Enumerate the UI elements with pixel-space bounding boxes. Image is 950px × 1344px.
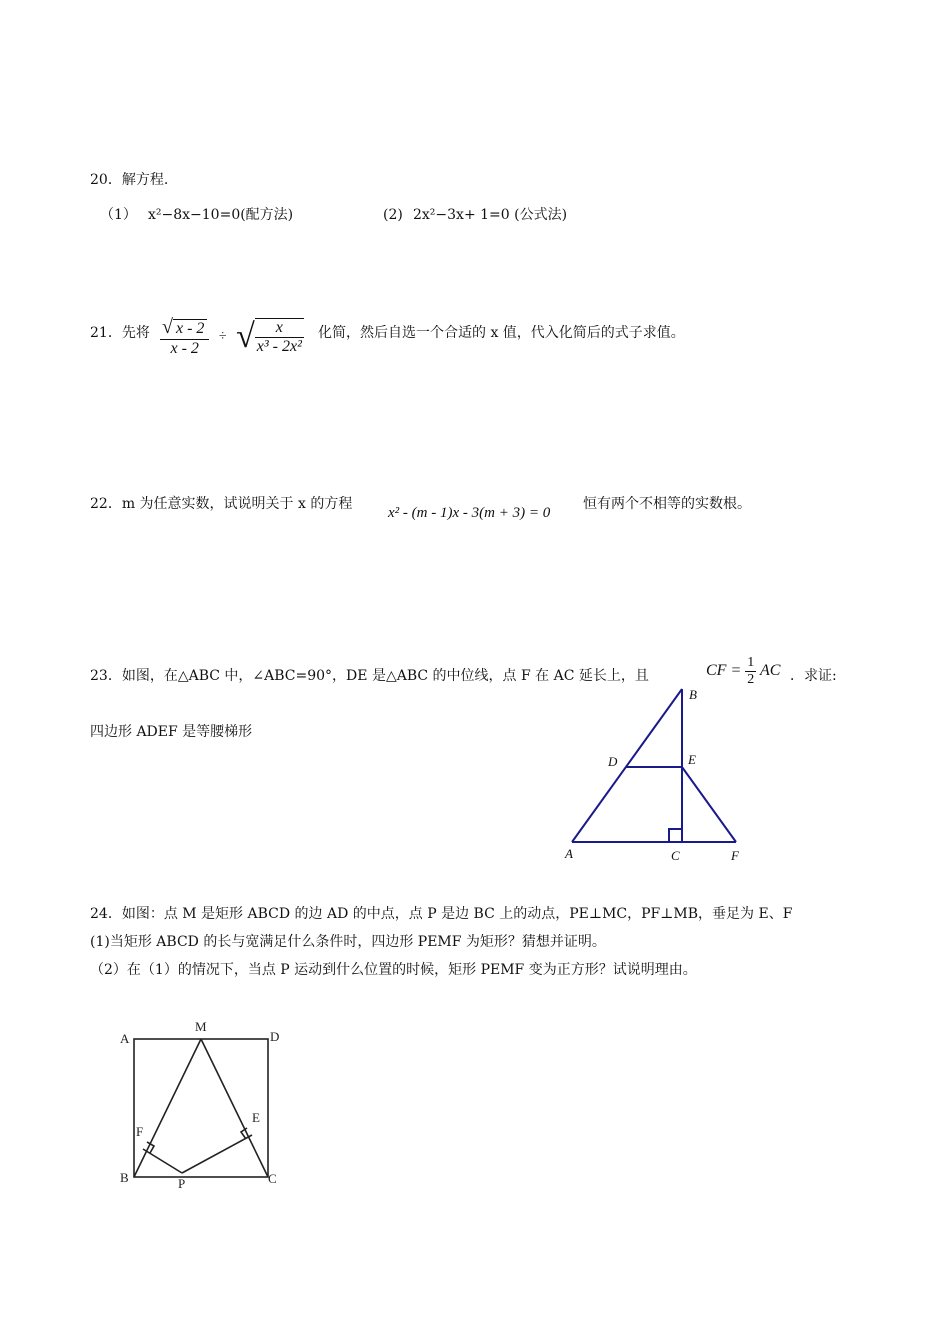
q23-label-a: A — [565, 846, 573, 861]
q21-radical-sign: √ — [236, 318, 255, 355]
q23-suffix: ．求证: — [790, 668, 837, 684]
q23-prefix: 23．如图，在△ABC 中，∠ABC=90°，DE 是△ABC 的中位线，点 F 在 AC 延长上，且 — [90, 668, 649, 684]
q21-suffix: 化简，然后自选一个合适的 x 值，代入化简后的式子求值。 — [318, 325, 685, 341]
q21-frac2-numerator: x — [255, 319, 304, 338]
q24-line1: 24．如图：点 M 是矩形 ABCD 的边 AD 的中点，点 P 是边 BC 上的动点，PE⊥MC，PF⊥MB，垂足为 E、F — [90, 906, 793, 922]
q21-frac2-denominator: x³ - 2x² — [256, 338, 302, 355]
q23-half-num: 1 — [747, 655, 755, 670]
q23-right-angle-mark — [669, 829, 682, 842]
q22-equation: x² - (m - 1)x - 3(m + 3) = 0 — [388, 505, 551, 521]
q24-label-a: A — [120, 1031, 130, 1046]
q23-cf-equals: CF = — [706, 662, 746, 680]
q24-rectangle-figure — [110, 1015, 310, 1195]
q21-expression — [160, 316, 304, 358]
q21-frac1-denominator: x - 2 — [170, 340, 199, 357]
q23-segment-ef — [682, 767, 736, 842]
q24-line2: (1)当矩形 ABCD 的长与宽满足什么条件时，四边形 PEMF 为矩形？猜想并证明。 — [90, 934, 606, 950]
q22-prefix: 22．m 为任意实数，试说明关于 x 的方程 — [90, 496, 353, 512]
q20-part2-equation: 2x²−3x+ 1=0 (公式法) — [413, 207, 568, 223]
q24-label-d: D — [270, 1029, 280, 1044]
q23-label-f: F — [731, 848, 739, 863]
q21-divide-sign: ÷ — [218, 329, 227, 345]
q23-label-e: E — [688, 752, 696, 767]
q23-triangle-figure — [560, 680, 760, 870]
q24-label-p: P — [178, 1176, 186, 1191]
q24-label-b: B — [120, 1170, 129, 1185]
q20-title: 20．解方程. — [90, 172, 169, 188]
q24-segment-pf — [143, 1149, 182, 1173]
q20-part2-label: (2) — [383, 207, 403, 223]
q24-line3: （2）在（1）的情况下，当点 P 运动到什么位置的时候，矩形 PEMF 变为正方形？试说明理由。 — [90, 962, 697, 978]
q24-label-f: F — [136, 1124, 144, 1139]
q21-prefix: 21．先将 — [90, 325, 150, 341]
q23-segment-ab — [572, 689, 682, 842]
q24-label-c: C — [268, 1171, 277, 1186]
q24-label-m: M — [195, 1019, 207, 1034]
q23-label-d: D — [608, 754, 618, 769]
q23-line2: 四边形 ADEF 是等腰梯形 — [90, 724, 253, 740]
q23-label-c: C — [671, 848, 680, 863]
q24-segment-mc — [201, 1039, 268, 1177]
q21-fraction-1: $\frac{√ x - 2}{x - 2}$ — [160, 316, 209, 358]
q24-label-e: E — [252, 1110, 260, 1125]
q21-frac1-numerator: x - 2 — [173, 319, 207, 338]
q24-segment-mb — [134, 1039, 201, 1177]
q20-part1-label: （1） — [100, 207, 137, 223]
q23-ac: AC — [759, 662, 781, 680]
q24-segment-pe — [182, 1135, 252, 1173]
q21-fraction-2 — [255, 318, 304, 356]
q23-half-den: 2 — [747, 672, 755, 687]
q23-label-b: B — [689, 687, 697, 702]
q22-suffix: 恒有两个不相等的实数根。 — [583, 496, 751, 512]
q20-part1-equation: x²−8x−10=0(配方法) — [148, 207, 294, 223]
